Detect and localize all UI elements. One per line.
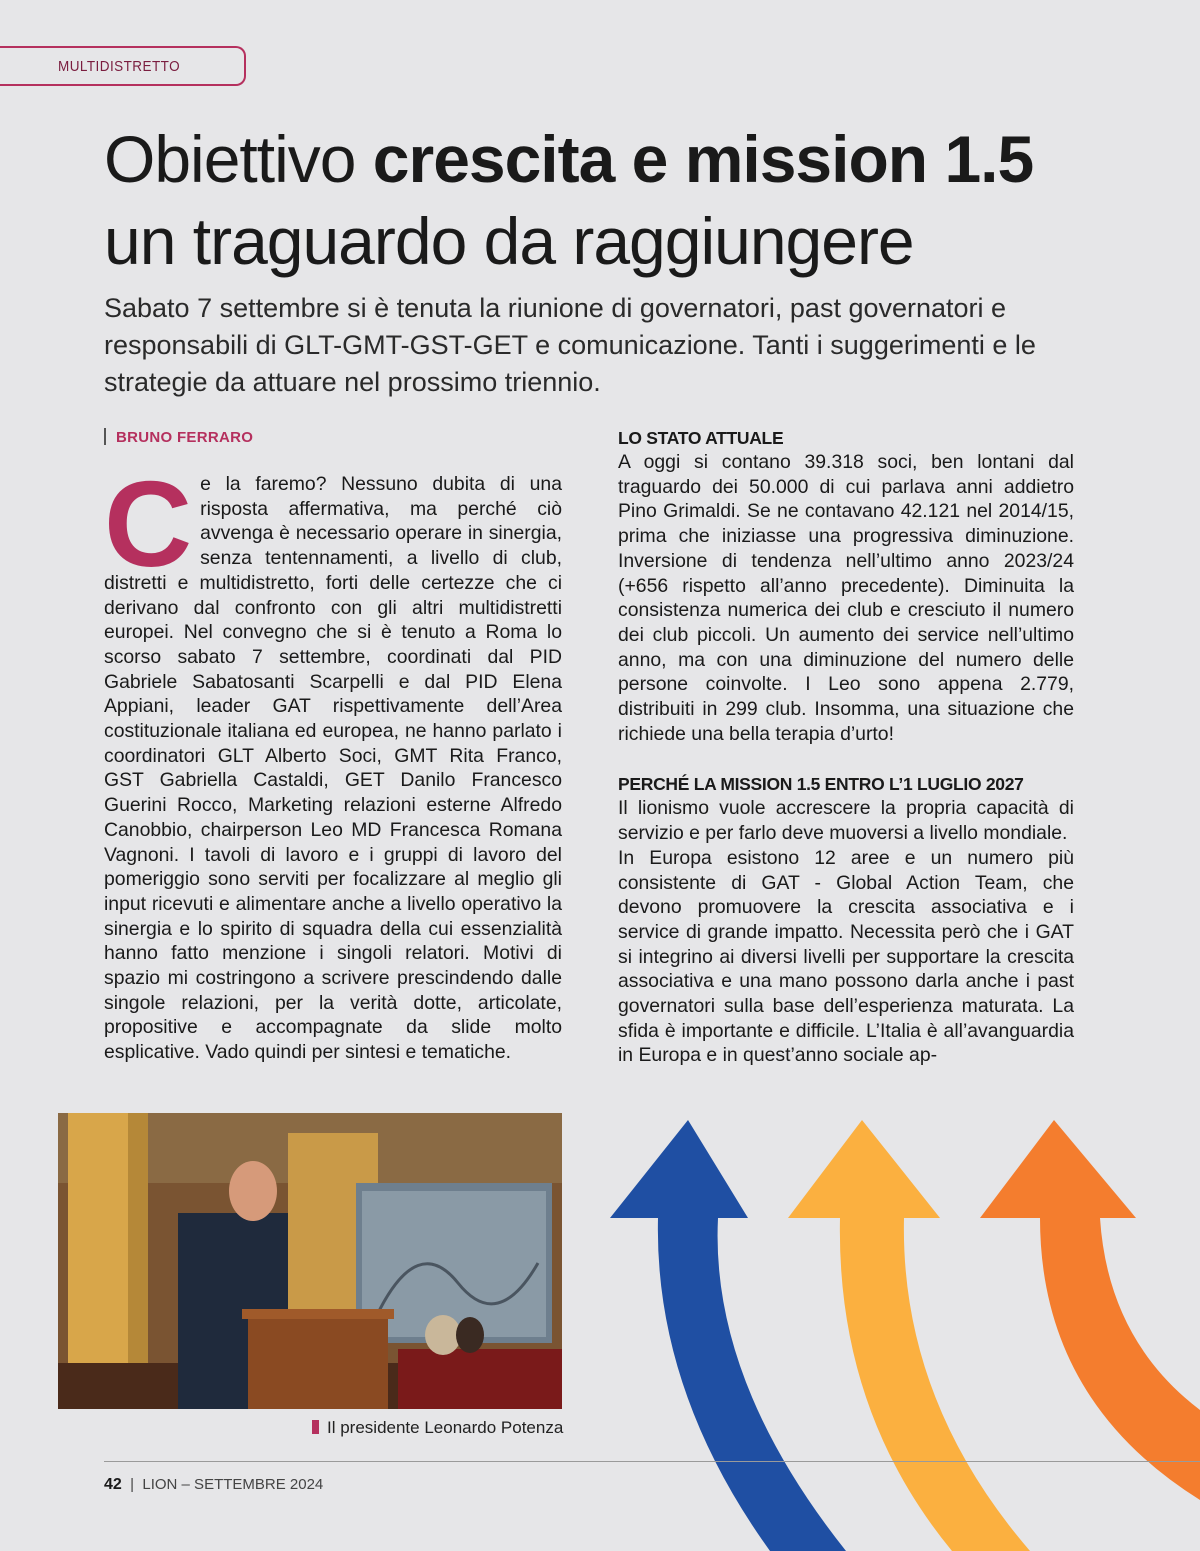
title-regular: Obiettivo [104,122,373,196]
title-bold: crescita e mission 1.5 [372,122,1034,196]
title-line2: un traguardo da raggiungere [104,204,914,278]
photo-president [58,1113,562,1409]
author-name: BRUNO FERRARO [116,429,254,446]
body-column-right [618,426,1074,1068]
page-footer [104,1476,323,1494]
body-paragraph: In Europa esistono 12 aree e un numero più consistente di GAT - Global Action Team, che devono promuovere la crescita associativa e i service di grande impatto. Necessita però che i GAT si integrino ai diversi livelli per supportare la crescita associativa e una mano possono darla anche i past governatori sulla base dell’esperienza maturata. La sfida è importante e difficile. L’Italia è all’avanguardia in Europa e in quest’anno sociale ap- [618,846,1074,1067]
byline [104,428,253,446]
body-column-left [104,456,562,1065]
footer-rule [104,1461,1200,1462]
footer-separator: | [125,1476,139,1493]
photo-illustration [58,1113,562,1409]
section-heading-stato-attuale: LO STATO ATTUALE [618,428,784,448]
magazine-issue: LION – SETTEMBRE 2024 [142,1476,324,1493]
page-number: 42 [104,1476,122,1493]
caption-text: Il presidente Leonardo Potenza [327,1418,564,1437]
body-paragraph: e la faremo? Nessuno dubita di una risposta affermativa, ma perché ciò avvenga è necessario operare in sinergia, senza tentennamenti, a livello di club, distretti e multidistretto, forti delle certezze che ci derivano dal confronto con gli altri multidistretti europei. Nel convegno che si è tenuto a Roma lo scorso sabato 7 settembre, coordinati dal PID Gabriele Sabatosanti Scarpelli e dal PID Elena Appiani, leader GAT rispettivamente dell’Area costituzionale italiana ed europea, ne hanno parlato i coordinatori GLT Alberto Soci, GMT Rita Franco, GST Gabriella Castaldi, GET Danilo Francesco Guerini Rocco, Marketing relazioni esterne Alfredo Canobbio, chairperson Leo MD Francesca Romana Vagnoni. I tavoli di lavoro e i gruppi di lavoro del pomeriggio sono serviti per focalizzare al meglio gli input ricevuti e alimentare anche a livello operativo la sinergia e lo spirito di squadra della cui essenzialità hanno fatto menzione i singoli relatori. Motivi di spazio mi costringono a scrivere prescindendo dalle singole relazioni, per la verità dotte, articolate, propositive e accompagnate da slide molto esplicative. Vado quindi per sintesi e tematiche. [104,473,562,1064]
drop-cap: C [104,456,193,592]
yellow-arrow [788,1120,1030,1551]
article-subtitle: Sabato 7 settembre si è tenuta la riunione di governatori, past governatori e responsabili di GLT-GMT-GST-GET e comunicazione. Tanti i suggerimenti e le strategie da attuare nel prossimo triennio. [104,293,1036,397]
growth-arrows-graphic [600,1120,1200,1551]
blue-arrow [610,1120,846,1551]
section-tab [0,46,246,86]
caption-marker [312,1420,319,1434]
article-title [104,118,1104,282]
section-label: MULTIDISTRETTO [58,58,181,75]
body-paragraph: Il lionismo vuole accrescere la propria capacità di servizio e per farlo deve muoversi a livello mondiale. [618,797,1074,845]
photo-caption [312,1418,563,1438]
byline-bar [104,428,106,445]
section-heading-mission: PERCHÉ LA MISSION 1.5 ENTRO L’1 LUGLIO 2027 [618,774,1024,795]
orange-arrow [980,1120,1200,1500]
body-paragraph: A oggi si contano 39.318 soci, ben lontani dal traguardo dei 50.000 di cui parlava anni addietro Pino Grimaldi. Se ne contavano 42.121 nel 2014/15, prima che iniziasse una progressiva diminuzione. Inversione di tendenza nell’ultimo anno 2023/24 (+656 rispetto all’anno precedente). Diminuita la consistenza numerica dei club e cresciuto il numero dei club piccoli. Un aumento dei service nell’ultimo anno, ma con una diminuzione del numero delle persone coinvolte. I Leo sono appena 2.779, distribuiti in 299 club. Insomma, una situazione che richiede una bella terapia d’urto! [618,451,1074,745]
